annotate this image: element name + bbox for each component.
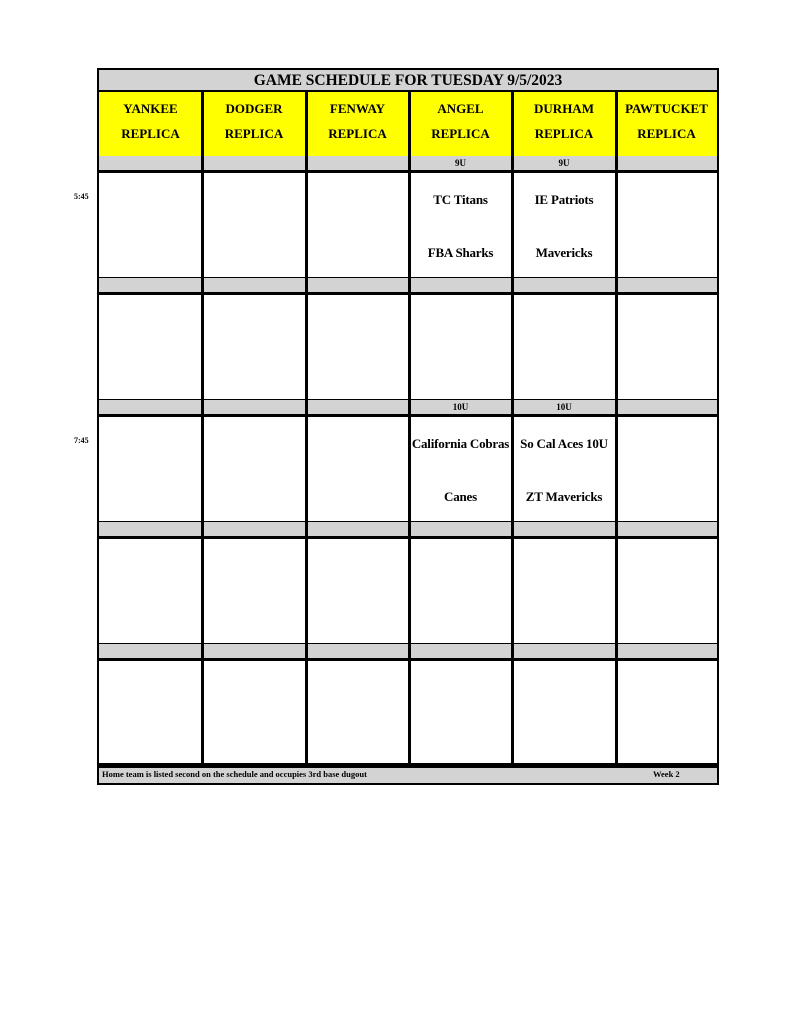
column-border [201,92,204,765]
field-header [306,92,409,156]
field-name: ANGEL [437,101,484,116]
schedule-table [97,68,719,785]
time-label: 5:45 [74,192,89,201]
field-header [202,92,306,156]
home-team: FBA Sharks [427,245,494,260]
field-subname: REPLICA [431,126,490,141]
column-border [615,92,618,765]
division-label: 9U [558,158,570,168]
away-team: California Cobras [411,436,510,451]
field-subname: REPLICA [328,126,387,141]
home-team: Mavericks [535,245,593,260]
schedule-title: GAME SCHEDULE FOR TUESDAY 9/5/2023 [99,70,717,92]
field-name: YANKEE [123,101,178,116]
field-name: DURHAM [534,101,594,116]
division-label: 10U [556,402,572,412]
time-label: 7:45 [74,436,89,445]
field-subname: REPLICA [534,126,594,141]
column-border [408,92,411,765]
week-label: Week 2 [653,769,680,779]
field-name: DODGER [225,101,283,116]
field-header [512,92,616,156]
home-team: Canes [444,489,477,504]
division-label: 10U [452,402,469,412]
field-subname: REPLICA [637,126,696,141]
away-team: IE Patriots [534,192,594,207]
field-name: PAWTUCKET [625,101,708,116]
division-label: 9U [455,158,466,168]
home-team: ZT Mavericks [525,489,603,504]
field-header [616,92,717,156]
column-border [511,92,514,765]
away-team: TC Titans [433,192,488,207]
footer-note: Home team is listed second on the schedule and occupies 3rd base dugout [102,769,367,779]
field-subname: REPLICA [224,126,284,141]
field-header [409,92,512,156]
away-team: So Cal Aces 10U [520,436,608,451]
field-subname: REPLICA [121,126,180,141]
field-name: FENWAY [329,101,386,116]
row-border [99,765,717,768]
column-border [305,92,308,765]
field-header [99,92,202,156]
row-border [99,763,717,765]
